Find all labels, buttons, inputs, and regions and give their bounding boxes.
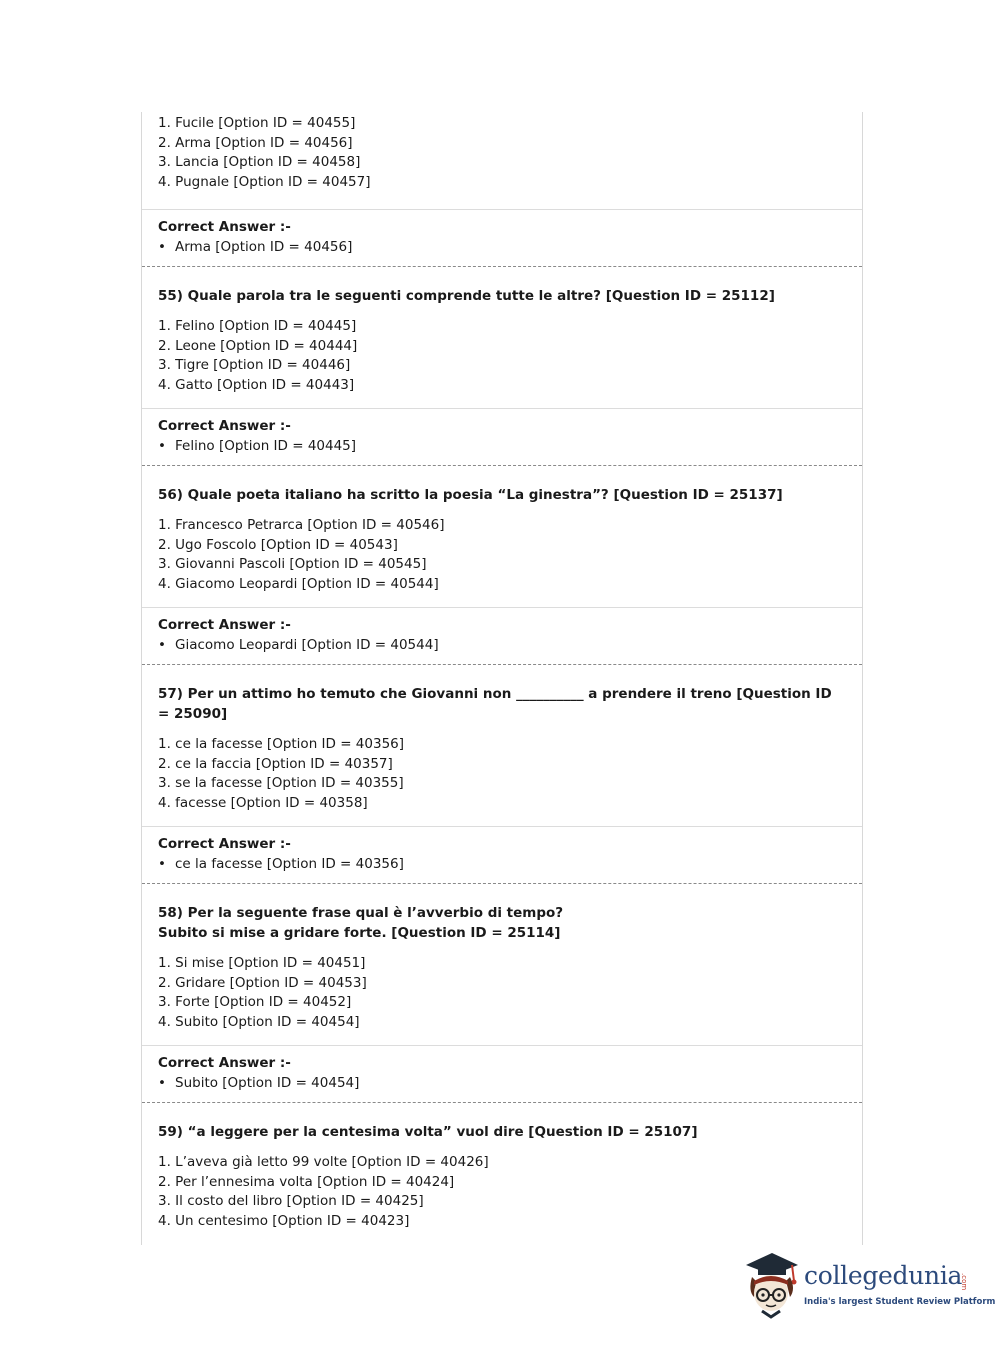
question-title: 57) Per un attimo ho temuto che Giovanni non __________ a prendere il treno [Question ID = 25090] [158, 686, 832, 722]
option-item: 3. se la facesse [Option ID = 40355] [158, 775, 404, 791]
option-item: 3. Forte [Option ID = 40452] [158, 994, 352, 1010]
option-item: 4. Un centesimo [Option ID = 40423] [158, 1212, 410, 1229]
logo-wordmark: collegedunia [804, 1261, 963, 1290]
correct-answer-text: Arma [Option ID = 40456] [175, 239, 353, 255]
correct-answer-text: ce la facesse [Option ID = 40356] [175, 856, 404, 872]
question-title: 55) Quale parola tra le seguenti comprende tutte le altre? [Question ID = 25112] [158, 288, 775, 304]
option-item: 1. ce la facesse [Option ID = 40356] [158, 736, 405, 752]
option-item: 2. ce la faccia [Option ID = 40357] [158, 755, 393, 772]
options-list [158, 516, 846, 594]
correct-answer-label: Correct Answer :- [158, 617, 291, 633]
option-item: 4. Giacomo Leopardi [Option ID = 40544] [158, 575, 439, 592]
option-item: 4. Subito [Option ID = 40454] [158, 1013, 360, 1030]
option-item: 3. Giovanni Pascoli [Option ID = 40545] [158, 556, 427, 572]
option-item: 3. Il costo del libro [Option ID = 40425] [158, 1193, 424, 1209]
bullet-icon: • [158, 1075, 166, 1091]
option-item: 2. Ugo Foscolo [Option ID = 40543] [158, 536, 398, 553]
option-item: 1. Francesco Petrarca [Option ID = 40546] [158, 517, 445, 533]
question-title [158, 903, 846, 943]
question-title-line: Subito si mise a gridare forte. [Question ID = 25114] [158, 925, 561, 941]
correct-answer-block [142, 409, 862, 465]
options-list [158, 317, 846, 395]
question-56 [142, 466, 862, 598]
correct-answer-block [142, 210, 862, 266]
question-55 [142, 267, 862, 399]
option-item: 4. Gatto [Option ID = 40443] [158, 376, 355, 393]
correct-answer-item [158, 1073, 846, 1093]
correct-answer-text: Giacomo Leopardi [Option ID = 40544] [175, 637, 439, 653]
correct-answer-block [142, 1046, 862, 1102]
option-item: 1. Fucile [Option ID = 40455] [158, 115, 356, 131]
correct-answer-item [158, 635, 846, 655]
option-item: 2. Gridare [Option ID = 40453] [158, 974, 367, 991]
option-item: 4. facesse [Option ID = 40358] [158, 794, 368, 811]
question-58 [142, 884, 862, 1036]
correct-answer-block [142, 827, 862, 883]
option-item: 3. Tigre [Option ID = 40446] [158, 357, 351, 373]
question-54-options-block [142, 112, 862, 196]
question-57 [142, 665, 862, 817]
option-item: 2. Arma [Option ID = 40456] [158, 134, 353, 151]
option-item: 1. Felino [Option ID = 40445] [158, 318, 357, 334]
correct-answer-block [142, 608, 862, 664]
question-title: 56) Quale poeta italiano ha scritto la poesia “La ginestra”? [Question ID = 25137] [158, 487, 783, 503]
correct-answer-label: Correct Answer :- [158, 418, 291, 434]
correct-answer-text: Subito [Option ID = 40454] [175, 1075, 360, 1091]
correct-answer-label: Correct Answer :- [158, 219, 291, 235]
option-item: 3. Lancia [Option ID = 40458] [158, 154, 361, 170]
options-list [158, 954, 846, 1032]
question-59 [142, 1103, 862, 1235]
correct-answer-item [158, 237, 846, 257]
option-item: 1. Si mise [Option ID = 40451] [158, 955, 366, 971]
correct-answer-item [158, 854, 846, 874]
question-title-line: 58) Per la seguente frase qual è l’avverbio di tempo? [158, 905, 564, 921]
mascot-icon [742, 1251, 800, 1319]
bullet-icon: • [158, 239, 166, 255]
correct-answer-label: Correct Answer :- [158, 1055, 291, 1071]
option-item: 2. Leone [Option ID = 40444] [158, 337, 358, 354]
question-title: 59) “a leggere per la centesima volta” vuol dire [Question ID = 25107] [158, 1124, 698, 1140]
correct-answer-text: Felino [Option ID = 40445] [175, 438, 357, 454]
logo-tagline: India's largest Student Review Platform [804, 1297, 996, 1307]
bullet-icon: • [158, 438, 166, 454]
correct-answer-label: Correct Answer :- [158, 836, 291, 852]
bullet-icon: • [158, 637, 166, 653]
collegedunia-logo[interactable] [742, 1251, 996, 1321]
question-paper [141, 112, 863, 1245]
option-item: 1. L’aveva già letto 99 volte [Option ID = 40426] [158, 1154, 489, 1170]
options-list [158, 1153, 846, 1231]
options-list [158, 735, 846, 813]
correct-answer-item [158, 436, 846, 456]
option-item: 4. Pugnale [Option ID = 40457] [158, 173, 371, 190]
option-item: 2. Per l’ennesima volta [Option ID = 40424] [158, 1173, 455, 1190]
bullet-icon: • [158, 856, 166, 872]
logo-suffix: .com [960, 1273, 968, 1291]
options-list [158, 114, 846, 192]
